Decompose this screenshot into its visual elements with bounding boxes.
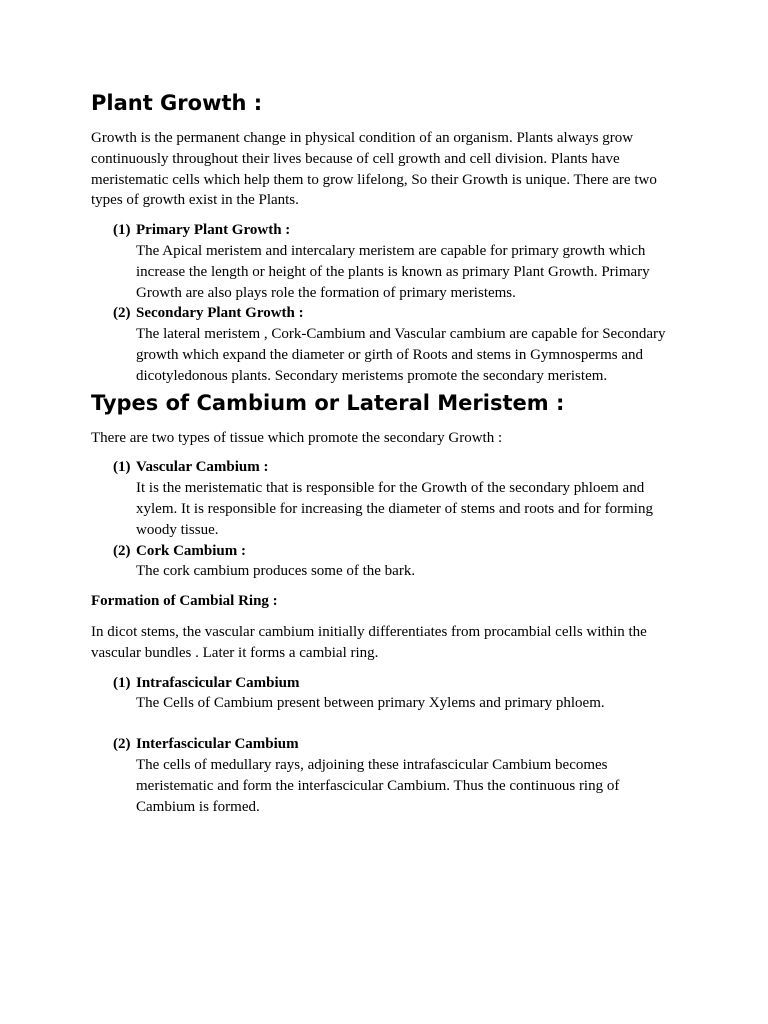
list-item-number: (1) (113, 674, 131, 691)
list-item-body: The cork cambium produces some of the bark. (136, 563, 416, 580)
cambial-ring-list (91, 673, 671, 818)
list-item-number: (2) (113, 542, 131, 559)
cambial-ring-intro: In dicot stems, the vascular cambium initially differentiates from procambial cells within the vascular bundles . Later it forms a cambial ring. (91, 623, 647, 661)
list-item-title: Secondary Plant Growth : (136, 305, 304, 322)
document-page (91, 88, 671, 817)
cambium-types-list (91, 457, 671, 582)
plant-growth-list (91, 220, 671, 386)
list-item-number: (2) (113, 305, 131, 322)
list-item (91, 734, 671, 817)
cambium-types-heading: Types of Cambium or Lateral Meristem : (91, 390, 565, 415)
list-item-body: The Cells of Cambium present between primary Xylems and primary phloem. (136, 695, 605, 712)
plant-growth-intro: Growth is the permanent change in physical condition of an organism. Plants always grow continuously throughout their lives because of cell growth and cell division. Plants have meristematic cells which help them to grow lifelong, So their Growth is unique. There are two types of growth exist in the Plants. (91, 130, 657, 209)
list-item-body: It is the meristematic that is responsible for the Growth of the secondary phloem and xylem. It is responsible for increasing the diameter of stems and roots and for forming woody tissue. (136, 480, 653, 538)
list-item-title: Interfascicular Cambium (136, 736, 299, 753)
list-item-number: (1) (113, 459, 131, 476)
list-item (91, 673, 671, 715)
list-spacer (91, 714, 671, 734)
list-item (91, 303, 671, 386)
list-item-title: Primary Plant Growth : (136, 222, 291, 239)
list-item-number: (2) (113, 736, 131, 753)
list-item (91, 457, 671, 540)
list-item-body: The cells of medullary rays, adjoining these intrafascicular Cambium becomes meristematic and form the interfascicular Cambium. Thus the continuous ring of Cambium is formed. (136, 756, 620, 815)
list-item-title: Intrafascicular Cambium (136, 674, 300, 691)
cambium-types-intro: There are two types of tissue which promote the secondary Growth : (91, 429, 503, 446)
cambial-ring-heading: Formation of Cambial Ring : (91, 593, 278, 610)
list-item-number: (1) (113, 222, 131, 239)
list-item-body: The Apical meristem and intercalary meristem are capable for primary growth which increase the length or height of the plants is known as primary Plant Growth. Primary Growth are also plays role the formation of primary meristems. (136, 242, 650, 301)
list-item (91, 541, 671, 583)
list-item-body: The lateral meristem , Cork-Cambium and Vascular cambium are capable for Secondary growth which expand the diameter or girth of Roots and stems in Gymnosperms and dicotyledonous plants. Secondary meristems promote the secondary meristem. (136, 326, 666, 384)
list-item-title: Vascular Cambium : (136, 459, 269, 476)
list-item (91, 220, 671, 303)
plant-growth-heading: Plant Growth : (91, 91, 263, 115)
list-item-title: Cork Cambium : (136, 542, 247, 559)
